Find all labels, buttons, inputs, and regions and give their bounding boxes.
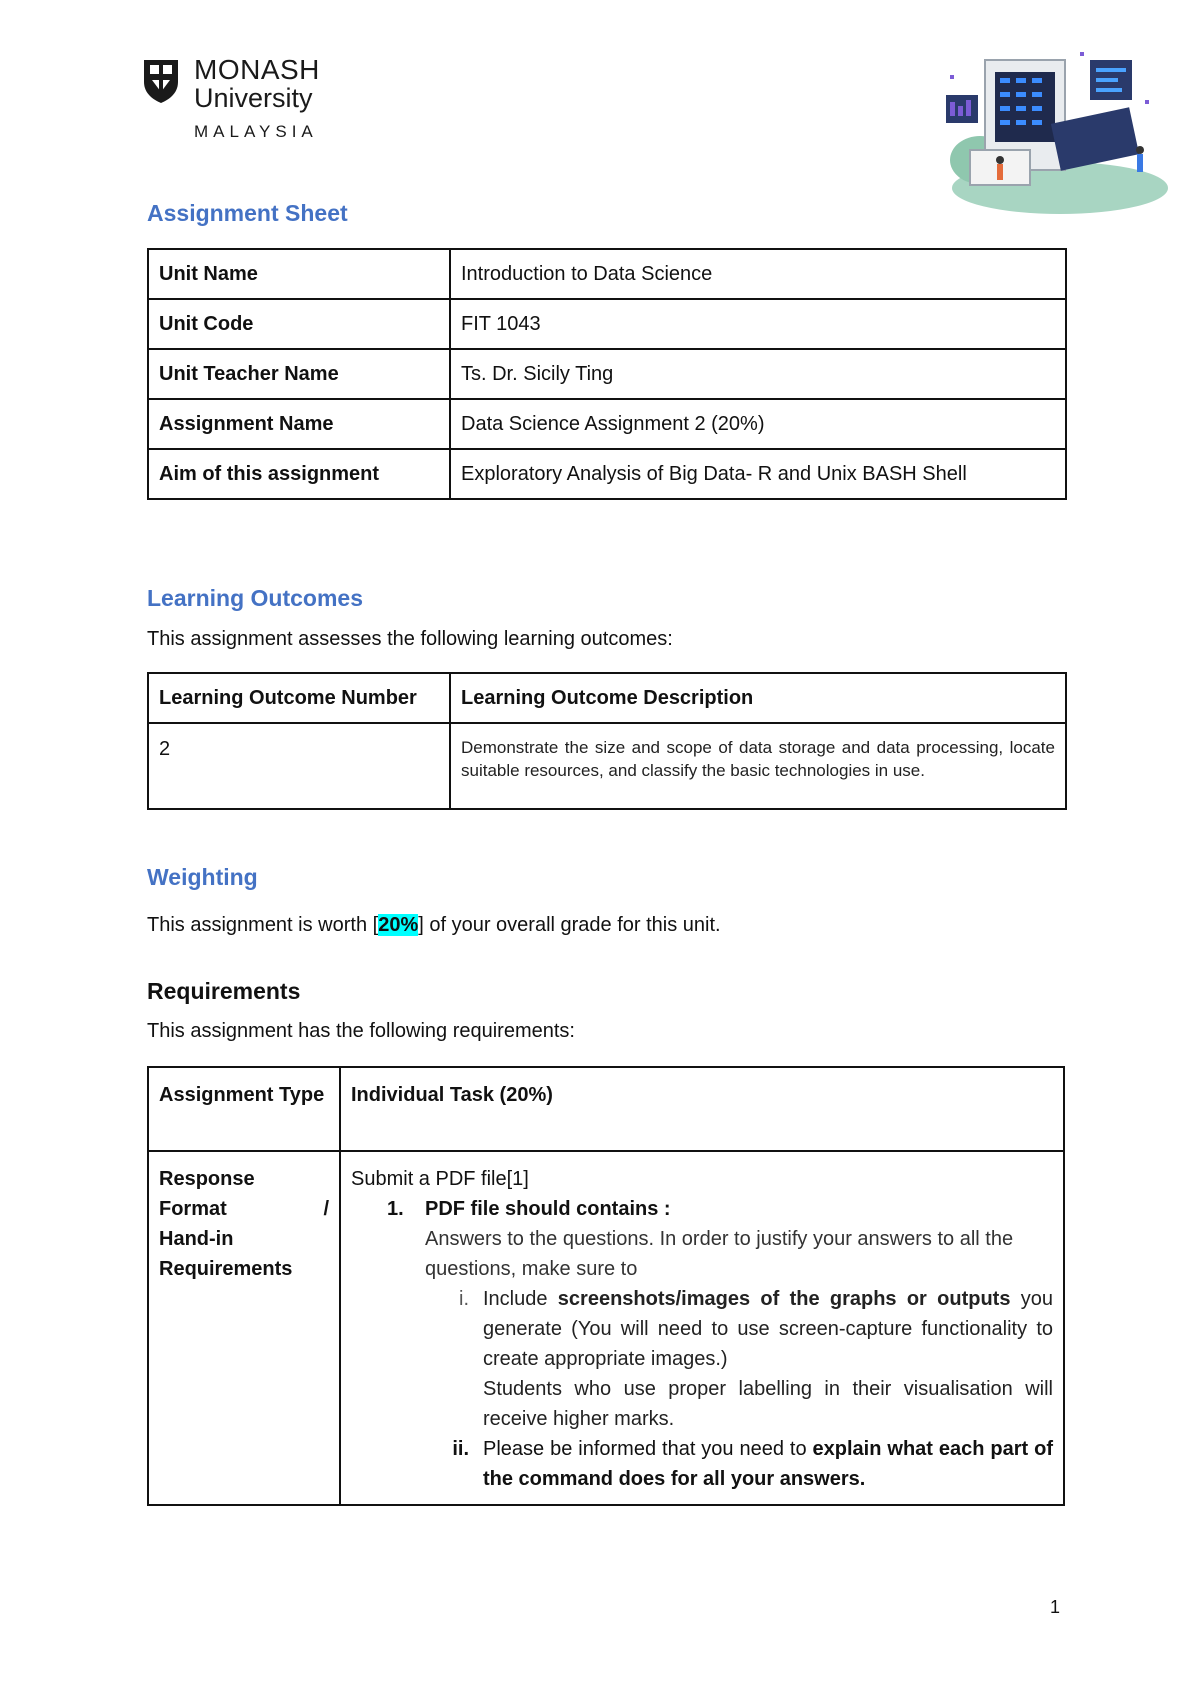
answers-text: Answers to the questions. In order to justify your answers to all the questions, make sure to	[425, 1228, 1014, 1280]
response-label-slash: /	[323, 1198, 329, 1220]
aim-value: Exploratory Analysis of Big Data- R and Unix BASH Shell	[450, 449, 1066, 499]
sub-item-i-text-a: Include	[483, 1288, 558, 1310]
sub-item-ii-number: ii.	[452, 1438, 469, 1460]
requirements-intro: This assignment has the following requirements:	[147, 1020, 575, 1042]
logo-monash-text: MONASH	[194, 54, 320, 85]
logo-university-text: University	[194, 83, 313, 113]
sub-item-ii-text-a: Please be informed that you need to	[483, 1438, 813, 1460]
response-label-format: Format	[159, 1198, 227, 1220]
sub-item-ii-text-b: explain what each part of the command does for all your answers.	[483, 1438, 1053, 1490]
table-row	[148, 1067, 1064, 1151]
lo-number-header: Learning Outcome Number	[148, 673, 450, 723]
table-row	[148, 349, 1066, 399]
response-label-line1: Response	[159, 1168, 255, 1190]
page-number: 1	[1050, 1597, 1061, 1617]
lo-description-value: Demonstrate the size and scope of data storage and data processing, locate suitable resources, and classify the basic technologies in use.	[450, 723, 1066, 809]
weighting-text-after: ] of your overall grade for this unit.	[418, 914, 721, 936]
data-center-illustration	[940, 40, 1170, 215]
response-label-line2	[159, 1194, 329, 1224]
crest-icon	[142, 58, 180, 104]
table-row	[148, 673, 1066, 723]
sub-item-i-text-d: Students who use proper labelling in their visualisation will receive higher marks.	[483, 1378, 1053, 1430]
unit-name-value: Introduction to Data Science	[450, 249, 1066, 299]
weighting-heading: Weighting	[147, 864, 258, 890]
response-format-value	[340, 1151, 1064, 1505]
unit-teacher-value: Ts. Dr. Sicily Ting	[450, 349, 1066, 399]
response-label-line3: Hand-in	[159, 1228, 234, 1250]
assignment-sheet-heading: Assignment Sheet	[147, 200, 348, 226]
table-row	[148, 399, 1066, 449]
item-1-number: 1.	[387, 1198, 404, 1220]
weighting-text-before: This assignment is worth [	[147, 914, 379, 936]
sub-item-i-text-b: screenshots/images of the graphs or outputs	[557, 1288, 1011, 1310]
table-row	[148, 723, 1066, 809]
assignment-name-value: Data Science Assignment 2 (20%)	[450, 399, 1066, 449]
sub-item-i-number: i.	[459, 1288, 469, 1310]
sub-item-ii-body	[483, 1434, 1053, 1494]
response-label-line4: Requirements	[159, 1258, 293, 1280]
learning-outcomes-table	[147, 672, 1067, 810]
unit-name-label: Unit Name	[148, 249, 450, 299]
requirements-table	[147, 1066, 1065, 1506]
sub-item-i-body	[483, 1284, 1053, 1434]
logo-malaysia-text: MALAYSIA	[194, 122, 318, 141]
requirements-heading: Requirements	[147, 978, 301, 1004]
response-format-label	[148, 1151, 340, 1505]
sub-item-ii	[351, 1434, 1053, 1494]
unit-code-value: FIT 1043	[450, 299, 1066, 349]
table-row	[148, 449, 1066, 499]
assignment-name-label: Assignment Name	[148, 399, 450, 449]
table-row	[148, 249, 1066, 299]
item-1-text: PDF file should contains :	[425, 1198, 671, 1220]
weighting-value-highlight: 20%	[378, 914, 419, 936]
unit-code-label: Unit Code	[148, 299, 450, 349]
table-row	[148, 1151, 1064, 1505]
submit-line: Submit a PDF file[1]	[351, 1168, 529, 1190]
unit-teacher-label: Unit Teacher Name	[148, 349, 450, 399]
monash-logo	[142, 55, 342, 150]
learning-outcomes-intro: This assignment assesses the following learning outcomes:	[147, 628, 673, 650]
table-row	[148, 299, 1066, 349]
aim-label: Aim of this assignment	[148, 449, 450, 499]
lo-description-header: Learning Outcome Description	[450, 673, 1066, 723]
item-1	[351, 1194, 1053, 1224]
unit-info-table	[147, 248, 1067, 500]
assignment-type-label: Assignment Type	[148, 1067, 340, 1151]
assignment-type-value: Individual Task (20%)	[340, 1067, 1064, 1151]
sub-item-i-text-c: you generate (You will need to use screen-capture functionality to create appropriate images.)	[483, 1288, 1053, 1370]
lo-number-value: 2	[148, 723, 450, 809]
sub-item-i	[351, 1284, 1053, 1434]
weighting-text	[147, 914, 721, 937]
learning-outcomes-heading: Learning Outcomes	[147, 585, 363, 611]
